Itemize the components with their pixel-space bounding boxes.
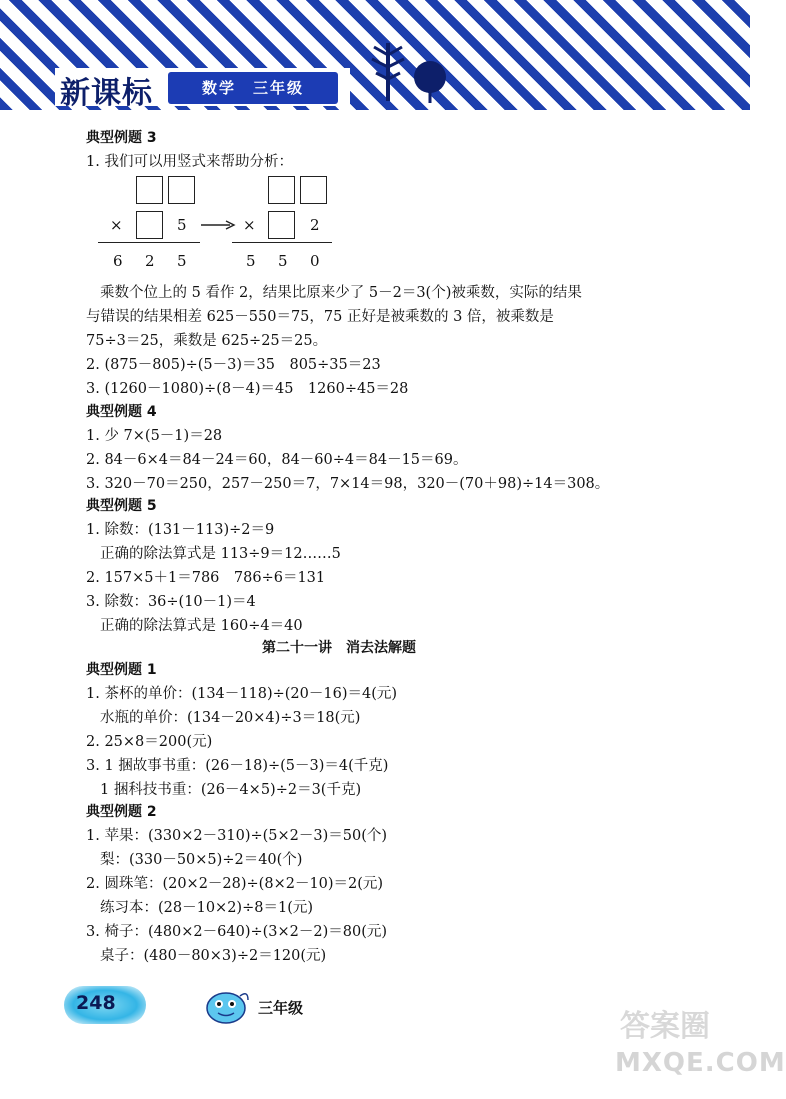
answer-line: 1. 少 7×(5－1)＝28 [86,428,223,444]
result-digit: 0 [310,252,320,270]
answer-line: 正确的除法算式是 160÷4＝40 [100,618,303,634]
answer-line: 3. 除数：36÷(10－1)＝4 [86,594,256,610]
multiply-sign: × [243,216,256,234]
result-digit: 5 [278,252,288,270]
multiplier-digit: 5 [177,216,187,234]
explanation-line: 与错误的结果相差 625－550＝75，75 正好是被乘数的 3 倍，被乘数是 [86,309,554,325]
result-digit: 2 [145,252,155,270]
brand-title: 新课标 [60,76,153,111]
answer-line: 3. 320－70＝250，257－250＝7，7×14＝98，320－(70＋98)÷14＝308。 [86,476,610,492]
watermark-bottom: MXQE.COM [615,1048,786,1078]
subject-label: 数学 三年级 [201,79,304,97]
problem-1-intro: 1. 我们可以用竖式来帮助分析： [86,154,293,170]
section-heading-example-1: 典型例题 1 [86,662,157,678]
answer-line: 3. (1260－1080)÷(8－4)＝45 1260÷45＝28 [86,381,409,397]
watermark-top: 答案圈 [620,1009,710,1044]
answer-line: 梨：(330－50×5)÷2＝40(个) [100,852,303,868]
page-number: 248 [76,992,116,1014]
section-heading-example-5: 典型例题 5 [86,498,157,514]
explanation-line: 乘数个位上的 5 看作 2，结果比原来少了 5－2＝3(个)被乘数，实际的结果 [100,285,582,301]
explanation-line: 75÷3＝25，乘数是 625÷25＝25。 [86,333,328,349]
blank-box [300,176,327,204]
section-heading-example-2: 典型例题 2 [86,804,157,820]
answer-line: 1. 茶杯的单价：(134－118)÷(20－16)＝4(元) [86,686,398,702]
tree-icon [368,35,458,105]
blank-box [168,176,195,204]
multiplier-digit: 2 [310,216,320,234]
blank-box [136,176,163,204]
section-heading-example-4: 典型例题 4 [86,404,157,420]
answer-line: 2. 25×8＝200(元) [86,734,213,750]
blank-box [136,211,163,239]
answer-line: 2. 157×5＋1＝786 786÷6＝131 [86,570,326,586]
answer-line: 1. 除数：(131－113)÷2＝9 [86,522,275,538]
answer-line: 正确的除法算式是 113÷9＝12……5 [100,546,341,562]
answer-line: 1. 苹果：(330×2－310)÷(5×2－3)＝50(个) [86,828,388,844]
blank-box [268,211,295,239]
answer-line: 桌子：(480－80×3)÷2＝120(元) [100,948,327,964]
answer-line: 1 捆科技书重：(26－4×5)÷2＝3(千克) [100,782,362,798]
answer-line: 3. 1 捆故事书重：(26－18)÷(5－3)＝4(千克) [86,758,389,774]
answer-line: 2. (875－805)÷(5－3)＝35 805÷35＝23 [86,357,381,373]
result-line [98,242,200,243]
grade-label: 三年级 [258,999,304,1017]
lecture-title: 第二十一讲 消去法解题 [262,640,416,656]
answer-line: 2. 圆珠笔：(20×2－28)÷(8×2－10)＝2(元) [86,876,384,892]
multiply-sign: × [110,216,123,234]
answer-line: 练习本：(28－10×2)÷8＝1(元) [100,900,314,916]
result-digit: 5 [246,252,256,270]
answer-line: 2. 84－6×4＝84－24＝60，84－60÷4＝84－15＝69。 [86,452,468,468]
section-heading-example-3: 典型例题 3 [86,130,157,146]
arrow-right-icon [200,218,236,232]
answer-line: 水瓶的单价：(134－20×4)÷3＝18(元) [100,710,361,726]
result-digit: 6 [113,252,123,270]
result-digit: 5 [177,252,187,270]
blank-box [268,176,295,204]
result-line [232,242,332,243]
answer-line: 3. 椅子：(480×2－640)÷(3×2－2)＝80(元) [86,924,388,940]
mascot-icon [204,986,252,1026]
